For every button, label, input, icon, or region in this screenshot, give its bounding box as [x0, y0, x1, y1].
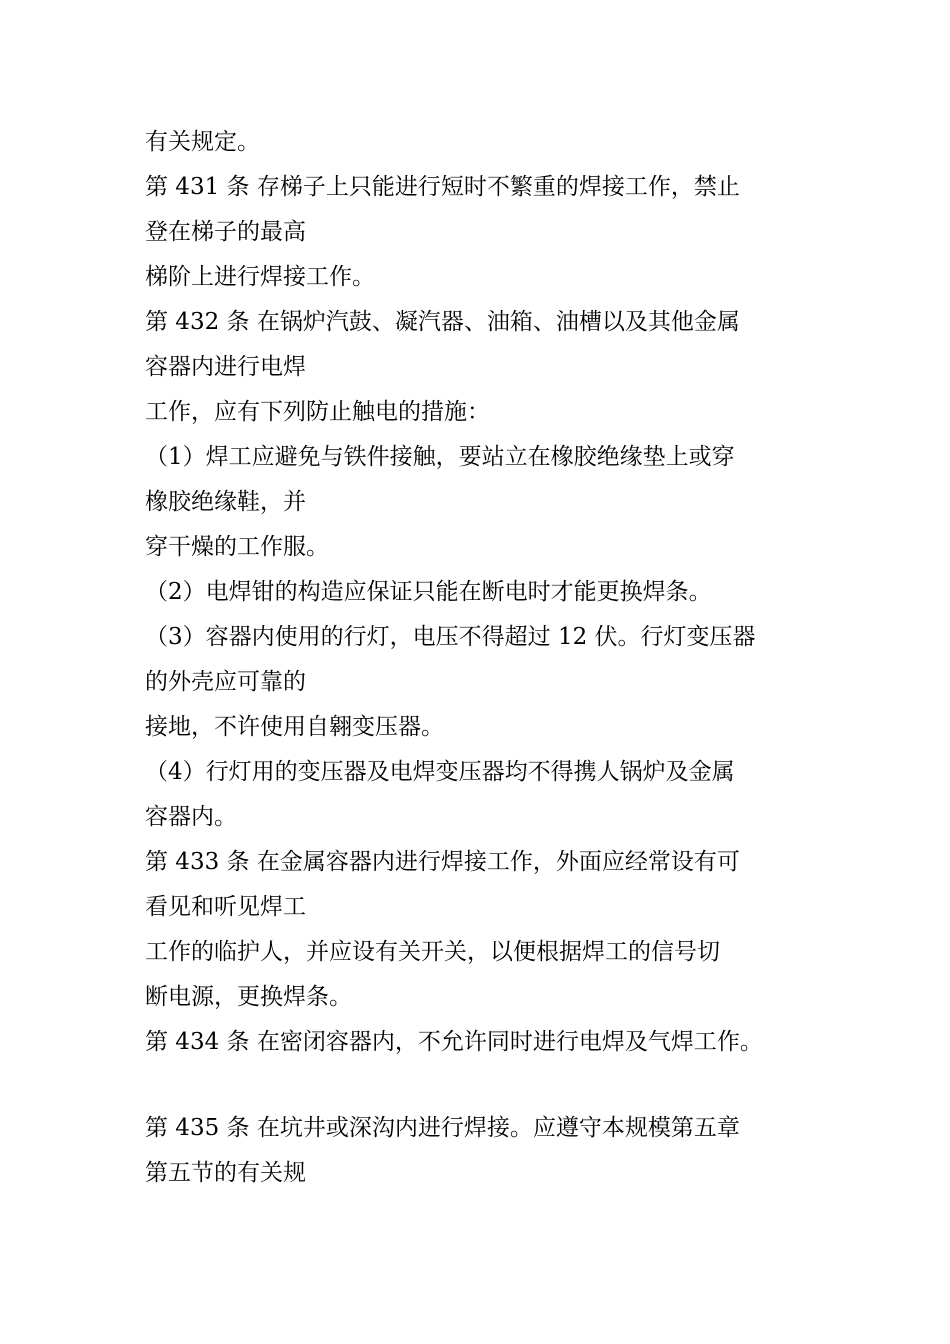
list-item-4: （4）行灯用的变压器及电焊变压器均不得携人锅炉及金属 [145, 759, 735, 785]
text-line: 的外壳应可靠的 [145, 669, 306, 695]
article-431-heading: 第 431 条 存梯子上只能进行短时不繁重的焊接工作，禁止 [145, 174, 740, 200]
text-line: 工作，应有下列防止触电的措施： [145, 399, 490, 425]
document-body [145, 120, 825, 1196]
text-line: 穿干燥的工作服。 [145, 534, 329, 560]
blank-line [145, 1065, 825, 1106]
text-line: 断电源，更换焊条。 [145, 984, 352, 1010]
text-line: 容器内进行电焊 [145, 354, 306, 380]
article-434-heading: 第 434 条 在密闭容器内，不允许同时进行电焊及气焊工作。 [145, 1029, 763, 1055]
article-435-heading: 第 435 条 在坑井或深沟内进行焊接。应遵守本规模第五章 [145, 1115, 740, 1141]
text-line: 看见和听见焊工 [145, 894, 306, 920]
text-line: 第五节的有关规 [145, 1160, 306, 1186]
article-432-heading: 第 432 条 在锅炉汽鼓、凝汽器、油箱、油槽以及其他金属 [145, 309, 740, 335]
text-line: 工作的临护人，并应设有关开关，以便根据焊工的信号切 [145, 939, 720, 965]
text-line: 登在梯子的最高 [145, 219, 306, 245]
text-line: 容器内。 [145, 804, 237, 830]
list-item-1: （1）焊工应避免与铁件接触，要站立在橡胶绝缘垫上或穿 [145, 444, 735, 470]
article-433-heading: 第 433 条 在金属容器内进行焊接工作，外面应经常设有可 [145, 849, 740, 875]
list-item-3: （3）容器内使用的行灯，电压不得超过 12 伏。行灯变压器 [145, 624, 756, 650]
text-line: 有关规定。 [145, 129, 260, 155]
text-line: 接地，不许使用自翱变压器。 [145, 714, 444, 740]
text-line: 橡胶绝缘鞋，并 [145, 489, 306, 515]
text-line: 梯阶上进行焊接工作。 [145, 264, 375, 290]
list-item-2: （2）电焊钳的构造应保证只能在断电时才能更换焊条。 [145, 579, 712, 605]
